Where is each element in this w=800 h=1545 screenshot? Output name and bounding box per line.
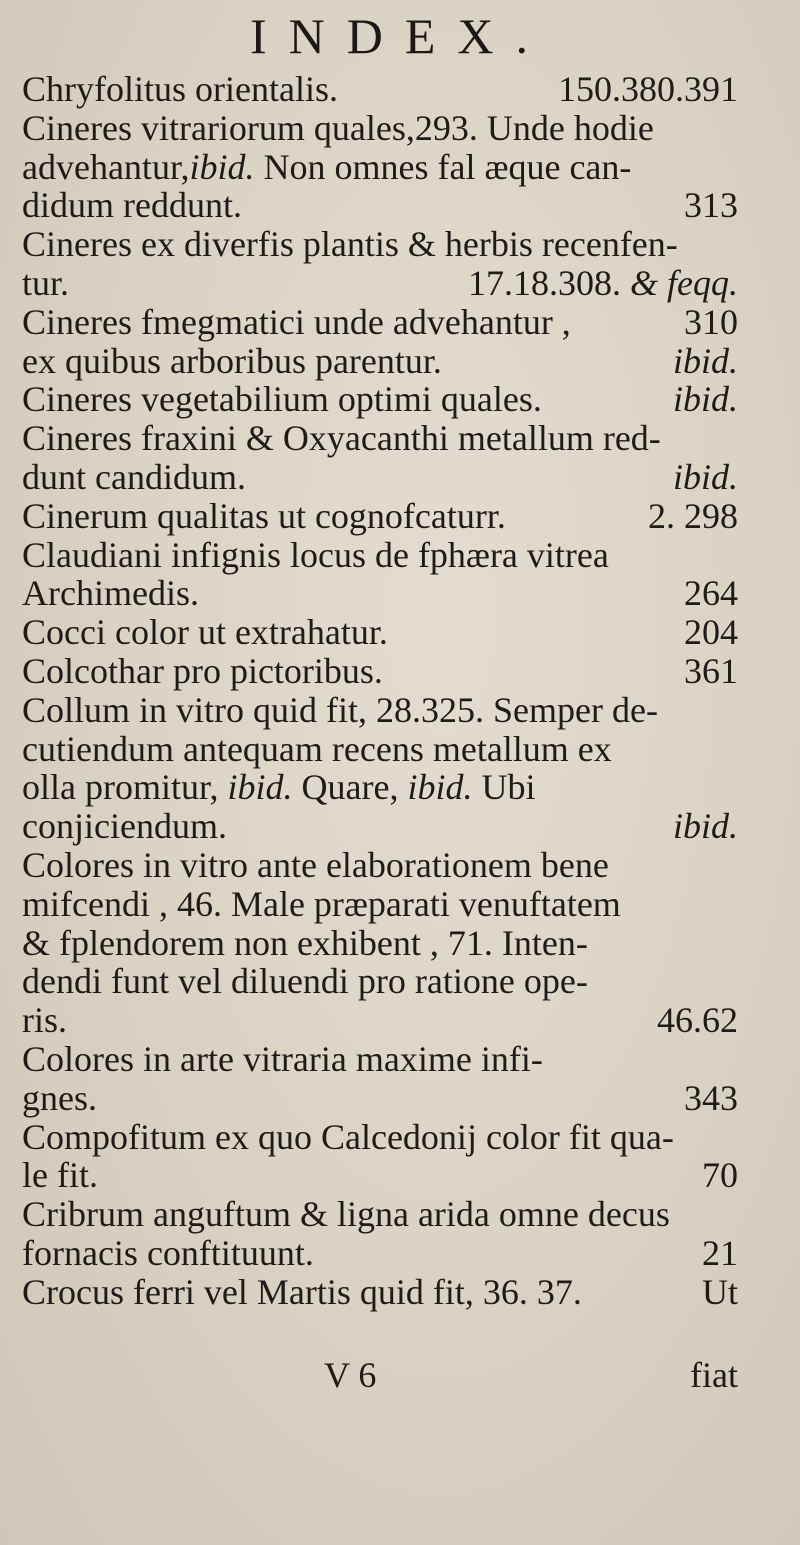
text-segment: cutiendum antequam recens metallum ex [22,728,612,769]
entry-line [22,418,738,459]
text-segment: Cineres fmegmatici unde advehantur , [22,301,571,342]
entry-line [22,495,738,536]
italic-reference: ibid. [672,379,738,420]
text-segment: Cocci color ut extrahatur. [22,612,388,653]
page-reference [672,574,738,613]
entry-line [22,301,738,342]
page-number: 313 [684,185,738,226]
text-segment: Cineres ex diverfis plantis & herbis recenfen- [22,224,678,265]
entry-text [22,961,588,1002]
page-reference [672,1079,738,1118]
entry-text [22,689,658,730]
entry-line [22,379,738,420]
entry-text [22,107,654,148]
text-segment: Colores in vitro ante elaborationem bene [22,844,609,885]
index-entry-colores-arte [22,1040,738,1118]
page-footer [22,1356,738,1396]
text-segment: Cineres vegetabilium optimi quales. [22,379,542,420]
page-reference [672,186,738,225]
index-entry-cocci-color [22,613,738,652]
page-title: INDEX. [249,8,551,64]
entry-text [22,418,661,459]
page-reference [690,1273,738,1312]
entry-line [22,573,738,614]
text-segment: olla promitur, [22,767,228,808]
page-number: Ut [702,1271,738,1312]
page-reference [636,497,738,536]
entry-line [22,146,738,187]
text-segment: didum reddunt. [22,185,242,226]
entry-line [22,612,738,653]
page-number: 2. 298 [648,495,738,536]
entry-text [22,1038,543,1079]
index-entry-cineres-diversis [22,225,738,303]
text-segment: Cribrum anguftum & ligna arida omne decus [22,1194,670,1235]
page-reference [661,458,738,497]
entry-line [22,728,738,769]
entry-text [22,534,609,575]
entry-line [22,1077,738,1118]
page-reference [661,807,738,846]
page-number: 17.18.308. [468,262,622,303]
page-number: 21 [702,1232,738,1273]
page-number: 264 [684,573,738,614]
entry-text [22,1194,670,1235]
entry-text [22,1271,582,1312]
text-segment: tur. [22,262,70,303]
text-segment: mifcendi , 46. Male præparati venuftatem [22,883,621,924]
entry-text [22,495,506,536]
text-segment: Claudiani infignis locus de fphæra vitrea [22,534,609,575]
page-number: 46.62 [657,1000,738,1041]
text-segment: Colores in arte vitraria maxime infi- [22,1038,543,1079]
entry-line [22,185,738,226]
entry-line [22,262,738,303]
entry-text [22,69,338,109]
text-segment: Non omnes fal æque can- [254,146,632,187]
page-number: 204 [684,612,738,653]
index-entry-chrysolitus [22,70,738,109]
page-reference [672,613,738,652]
page-reference [690,1234,738,1273]
text-segment: advehantur, [22,146,190,187]
text-segment: dunt candidum. [22,456,246,497]
entry-text [22,767,536,808]
entry-text [22,456,246,497]
italic-reference: ibid. [672,806,738,847]
entry-line [22,1155,738,1196]
index-entry-compositum [22,1118,738,1196]
text-segment: le fit. [22,1155,98,1196]
italic-reference: ibid. [672,340,738,381]
entry-text [22,728,612,769]
index-entry-colores-vitro [22,846,738,1040]
page-number: 310 [684,301,738,342]
entry-line [22,689,738,730]
text-segment: gnes. [22,1077,97,1118]
index-entry-cineres-smegmatici [22,303,738,381]
text-segment: Ubi [472,767,536,808]
text-segment: Cineres vitrariorum quales,293. Unde hodie [22,107,654,148]
page-number: 150.380.391 [558,69,738,109]
text-segment: ex quibus arboribus parentur. [22,340,442,381]
page-reference [672,303,738,342]
page-number: 343 [684,1077,738,1118]
page-reference [690,1156,738,1195]
entry-text [22,301,571,342]
entry-text [22,1077,97,1118]
entry-text [22,1116,674,1157]
entry-line [22,844,738,885]
page-reference [661,342,738,381]
entry-line [22,534,738,575]
text-segment: Cineres fraxini & Oxyacanthi metallum red- [22,418,661,459]
entry-text [22,379,542,420]
entry-line [22,806,738,847]
page-number: 70 [702,1155,738,1196]
entry-text [22,1155,98,1196]
entry-line [22,224,738,265]
text-segment: dendi funt vel diluendi pro ratione ope- [22,961,588,1002]
entry-text [22,650,383,691]
index-entry-cribrum [22,1195,738,1273]
entry-line [22,1038,738,1079]
italic-reference: ibid. [189,146,255,187]
index-entry-colcothar [22,652,738,691]
entry-text [22,922,588,963]
entry-line [22,767,738,808]
entry-text [22,224,678,265]
entry-line [22,1271,738,1312]
entry-line [22,883,738,924]
text-segment: Cinerum qualitas ut cognofcaturr. [22,495,506,536]
entry-line [22,107,738,148]
entry-line [22,1232,738,1273]
page-reference [645,1001,738,1040]
index-entry-collum [22,691,738,846]
entry-line [22,1000,738,1041]
text-segment: Chryfolitus orientalis. [22,69,338,109]
index-entries [22,70,738,1312]
entry-text [22,806,227,847]
catchword: fiat [690,1355,738,1395]
entry-text [22,1000,67,1041]
text-segment: fornacis conftituunt. [22,1232,314,1273]
page-reference [661,380,738,419]
entry-text [22,146,632,187]
italic-reference: ibid. [227,767,293,808]
page-reference [456,264,738,303]
entry-line [22,456,738,497]
entry-text [22,612,388,653]
page-reference [546,70,738,109]
text-segment: ris. [22,1000,67,1041]
signature-mark: V 6 [324,1355,377,1395]
entry-text [22,844,609,885]
entry-line [22,961,738,1002]
italic-reference: ibid. [672,456,738,497]
entry-text [22,1232,314,1273]
index-entry-cineres-vegetabilium [22,380,738,419]
entry-line [22,1116,738,1157]
text-segment: Archimedis. [22,573,199,614]
entry-line [22,69,738,109]
entry-line [22,922,738,963]
entry-text [22,573,199,614]
entry-line [22,340,738,381]
text-segment: Compofitum ex quo Calcedonij color fit qua- [22,1116,674,1157]
text-segment: & fplendorem non exhibent , 71. Inten- [22,922,588,963]
index-entry-cineres-fraxini [22,419,738,497]
entry-text [22,883,621,924]
text-segment: Quare, [292,767,408,808]
index-entry-cineres-vitrariorum [22,109,738,225]
entry-text [22,262,70,303]
entry-text [22,185,242,226]
text-segment: Crocus ferri vel Martis quid fit, 36. 37. [22,1271,582,1312]
text-segment: Collum in vitro quid fit, 28.325. Semper de- [22,689,658,730]
index-entry-crocus-ferri [22,1273,738,1312]
italic-reference: ibid. [407,767,473,808]
index-entry-claudiani [22,536,738,614]
entry-line [22,1194,738,1235]
page-number: 361 [684,650,738,691]
text-segment: conjiciendum. [22,806,227,847]
entry-text [22,340,442,381]
entry-line [22,650,738,691]
page-reference [672,652,738,691]
index-entry-cinerum-qualitas [22,497,738,536]
text-segment: Colcothar pro pictoribus. [22,650,383,691]
italic-reference: & feqq. [621,262,738,303]
